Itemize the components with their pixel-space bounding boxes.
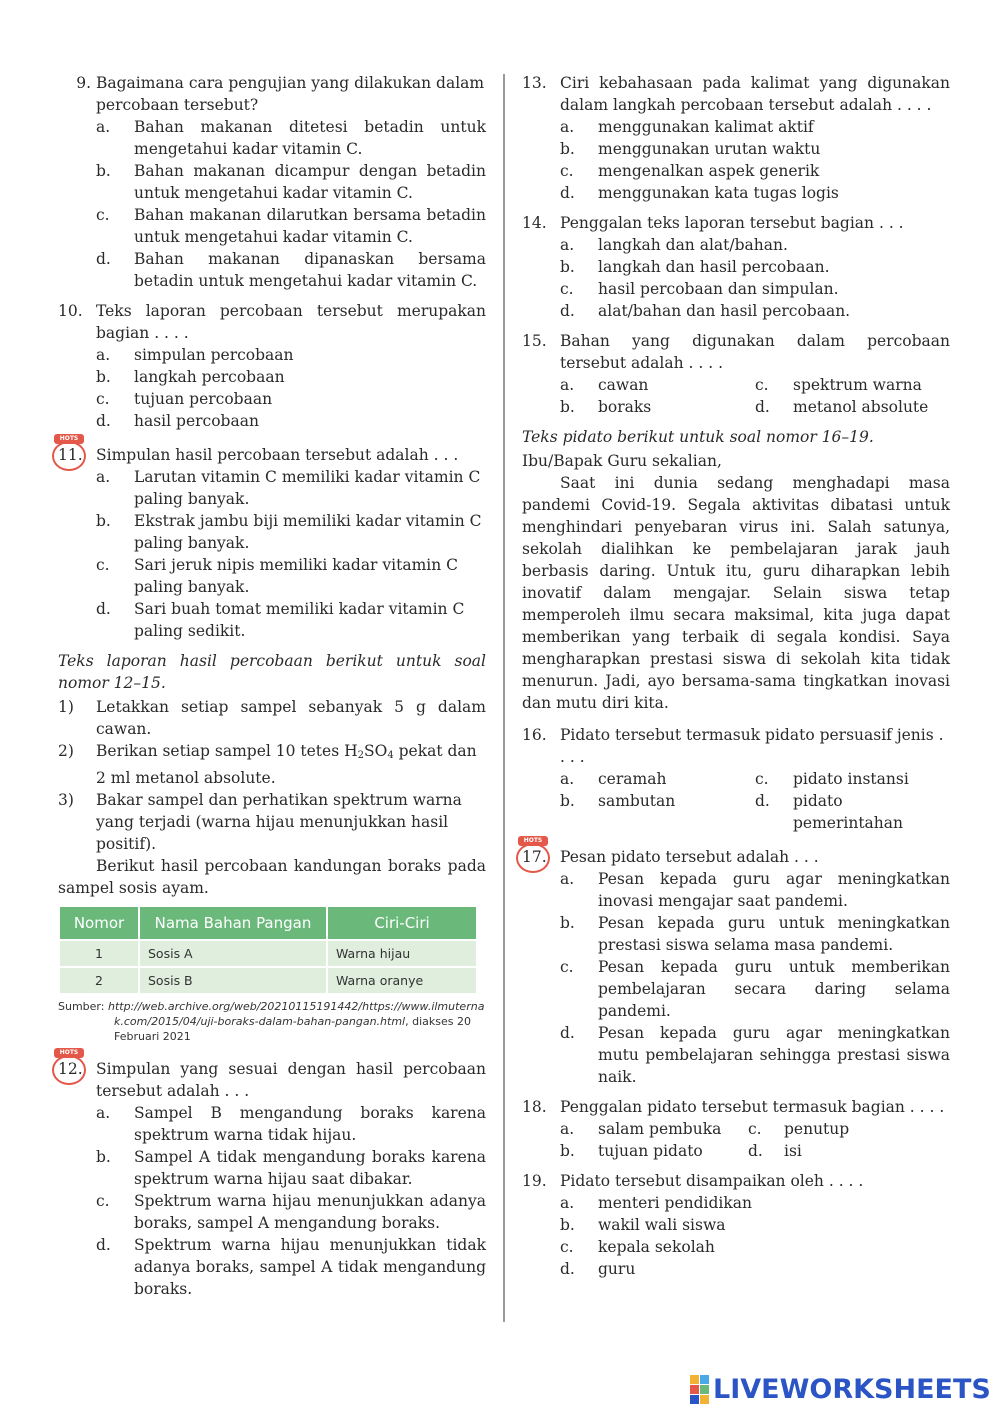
table-cell: Sosis B	[140, 968, 326, 993]
step-1: 1) Letakkan setiap sampel sebanyak 5 g dalam cawan.	[58, 698, 486, 738]
liveworksheets-logo-icon	[690, 1375, 709, 1404]
question-17	[522, 837, 950, 1088]
option-b[interactable]: b. wakil wali siswa	[560, 1216, 726, 1234]
hots-circle-icon	[52, 1055, 86, 1085]
option-d[interactable]: d. isi	[748, 1142, 802, 1160]
question-text: Penggalan teks laporan tersebut bagian . . .	[560, 214, 904, 232]
column-divider	[503, 74, 505, 1322]
option-d[interactable]: d. metanol absolute	[755, 398, 929, 416]
option-d[interactable]: d. pidato pemerintahan	[755, 792, 903, 832]
table-header-row	[60, 907, 476, 939]
left-column	[58, 72, 486, 1308]
option-b[interactable]: b. Sampel A tidak mengandung boraks karena spektrum warna hijau saat dibakar.	[96, 1148, 486, 1188]
option-a[interactable]: a. simpulan percobaan	[96, 346, 294, 364]
question-text: Penggalan pidato tersebut termasuk bagian . . . .	[560, 1098, 945, 1116]
result-paragraph: Berikut hasil percobaan kandungan boraks pada sampel sosis ayam.	[58, 857, 486, 897]
question-11	[58, 435, 486, 642]
question-number: 19.	[522, 1172, 547, 1190]
question-number: 12.	[58, 1060, 83, 1078]
option-b[interactable]: b. sambutan	[560, 792, 676, 810]
question-number: 17.	[522, 848, 547, 866]
option-c[interactable]: c. mengenalkan aspek generik	[560, 162, 820, 180]
question-text: Pidato tersebut termasuk pidato persuasif jenis . . . .	[560, 726, 944, 766]
question-18	[522, 1096, 950, 1162]
question-14	[522, 212, 950, 322]
logo-text: LIVEWORKSHEETS	[713, 1374, 991, 1405]
option-a[interactable]: a. menggunakan kalimat aktif	[560, 118, 814, 136]
table-row	[60, 968, 476, 993]
table-row	[60, 941, 476, 966]
option-d[interactable]: d. hasil percobaan	[96, 412, 259, 430]
question-19	[522, 1170, 950, 1280]
option-d[interactable]: d. Spektrum warna hijau menunjukkan tidak adanya boraks, sampel A tidak mengandung boraks.	[96, 1236, 486, 1298]
option-d[interactable]: d. Pesan kepada guru agar meningkatkan mutu pembelajaran sehingga prestasi siswa naik.	[560, 1024, 950, 1086]
option-c[interactable]: c. spektrum warna	[755, 376, 922, 394]
report-text	[58, 650, 486, 899]
option-b[interactable]: b. Ekstrak jambu biji memiliki kadar vitamin C paling banyak.	[96, 512, 482, 552]
option-c[interactable]: c. Sari jeruk nipis memiliki kadar vitamin C paling banyak.	[96, 556, 459, 596]
step-3: 3) Bakar sampel dan perhatikan spektrum warna yang terjadi (warna hijau menunjukkan hasil positif).	[58, 791, 462, 853]
option-a[interactable]: a. langkah dan alat/bahan.	[560, 236, 788, 254]
right-column	[522, 72, 950, 1288]
question-text: Simpulan hasil percobaan tersebut adalah . . .	[96, 446, 459, 464]
question-13	[522, 72, 950, 204]
option-a[interactable]: a. menteri pendidikan	[560, 1194, 753, 1212]
question-number: 9.	[76, 74, 91, 92]
option-a[interactable]: a. Bahan makanan ditetesi betadin untuk mengetahui kadar vitamin C.	[96, 118, 486, 158]
question-text: Bahan yang digunakan dalam percobaan tersebut adalah . . . .	[560, 332, 950, 372]
table-cell: 1	[60, 941, 138, 966]
option-c[interactable]: c. penutup	[748, 1120, 850, 1138]
question-16	[522, 724, 950, 834]
option-c[interactable]: c. hasil percobaan dan simpulan.	[560, 280, 839, 298]
option-b[interactable]: b. menggunakan urutan waktu	[560, 140, 821, 158]
option-b[interactable]: b. tujuan pidato	[560, 1142, 703, 1160]
option-d[interactable]: d. Bahan makanan dipanaskan bersama betadin untuk mengetahui kadar vitamin C.	[96, 250, 486, 290]
source-link[interactable]: http://web.archive.org/web/20210115191442/https://www.ilmuternak.com/2015/04/uji-boraks-dalam-bahan-pangan.html	[107, 1000, 485, 1028]
question-10	[58, 300, 486, 432]
speech-body: Saat ini dunia sedang menghadapi masa pandemi Covid-19. Segala aktivitas dibatasi untuk menghindari penyebaran virus ini. Salah satunya, sekolah dialihkan ke pembelajaran jarak jauh berbasis daring. Untuk itu, guru diharapkan lebih inovatif dalam mengajar. Selain siswa tetap memperoleh ilmu secara maksimal, kita juga dapat memberikan yang terbaik di segala kondisi. Saya mengharapkan prestasi siswa di sekolah kita tidak menurun. Jadi, ayo bersama-sama tingkatkan inovasi dan mutu diri kita.	[522, 474, 950, 712]
question-text: Simpulan yang sesuai dengan hasil percobaan tersebut adalah . . .	[96, 1060, 486, 1100]
option-d[interactable]: d. Sari buah tomat memiliki kadar vitamin C paling sedikit.	[96, 600, 465, 640]
question-number: 14.	[522, 214, 547, 232]
option-a[interactable]: a. Larutan vitamin C memiliki kadar vitamin C paling banyak.	[96, 468, 481, 508]
report-intro: Teks laporan hasil percobaan berikut untuk soal nomor 12–15.	[58, 652, 486, 692]
question-text: Pidato tersebut disampaikan oleh . . . .	[560, 1172, 864, 1190]
option-d[interactable]: d. alat/bahan dan hasil percobaan.	[560, 302, 851, 320]
speech-text	[522, 426, 950, 714]
option-c[interactable]: c. Pesan kepada guru untuk memberikan pembelajaran secara daring selama pandemi.	[560, 958, 950, 1020]
question-number: 16.	[522, 726, 547, 744]
option-b[interactable]: b. boraks	[560, 398, 652, 416]
question-9	[58, 72, 486, 292]
option-c[interactable]: c. Spektrum warna hijau menunjukkan adanya boraks, sampel A mengandung boraks.	[96, 1192, 486, 1232]
question-12	[58, 1049, 486, 1300]
option-a[interactable]: a. Sampel B mengandung boraks karena spektrum warna tidak hijau.	[96, 1104, 486, 1144]
option-a[interactable]: a. Pesan kepada guru agar meningkatkan inovasi mengajar saat pandemi.	[560, 870, 950, 910]
hots-circle-icon	[516, 843, 550, 873]
question-text: Ciri kebahasaan pada kalimat yang digunakan dalam langkah percobaan tersebut adalah . . . .	[560, 74, 950, 114]
option-c[interactable]: c. kepala sekolah	[560, 1238, 715, 1256]
option-c[interactable]: c. Bahan makanan dilarutkan bersama betadin untuk mengetahui kadar vitamin C.	[96, 206, 486, 246]
option-d[interactable]: d. guru	[560, 1260, 636, 1278]
borax-result-table	[58, 905, 478, 995]
question-number: 11.	[58, 446, 83, 464]
hots-circle-icon	[52, 441, 86, 471]
option-a[interactable]: a. cawan	[560, 376, 649, 394]
liveworksheets-logo	[690, 1374, 991, 1405]
question-text: Teks laporan percobaan tersebut merupakan bagian . . . .	[96, 302, 486, 342]
speech-greeting: Ibu/Bapak Guru sekalian,	[522, 452, 722, 470]
speech-intro: Teks pidato berikut untuk soal nomor 16–19.	[522, 428, 874, 446]
option-b[interactable]: b. Bahan makanan dicampur dengan betadin untuk mengetahui kadar vitamin C.	[96, 162, 486, 202]
question-number: 15.	[522, 332, 547, 350]
option-c[interactable]: c. pidato instansi	[755, 770, 909, 788]
question-number: 10.	[58, 302, 83, 320]
question-text: Pesan pidato tersebut adalah . . .	[560, 848, 819, 866]
step-2: 2) Berikan setiap sampel 10 tetes $H_2SO_4$ pekat dan 2 ml metanol absolute.	[58, 742, 477, 787]
question-15	[522, 330, 950, 418]
option-c[interactable]: c. tujuan percobaan	[96, 390, 273, 408]
option-b[interactable]: b. langkah dan hasil percobaan.	[560, 258, 830, 276]
option-b[interactable]: b. langkah percobaan	[96, 368, 285, 386]
table-cell: 2	[60, 968, 138, 993]
hots-badge: HOTS	[518, 836, 548, 846]
question-number: 13.	[522, 74, 547, 92]
option-d[interactable]: d. menggunakan kata tugas logis	[560, 184, 839, 202]
column-header: Nama Bahan Pangan	[140, 907, 326, 939]
source-citation: Sumber: http://web.archive.org/web/20210115191442/https://www.ilmuternak.com/2015/04/uji-boraks-dalam-bahan-pangan.html, diakses 20 Februari 2021	[58, 1000, 485, 1043]
question-text: Bagaimana cara pengujian yang dilakukan dalam percobaan tersebut?	[96, 74, 485, 114]
question-number: 18.	[522, 1098, 547, 1116]
hots-badge: HOTS	[54, 1048, 84, 1058]
table-cell: Sosis A	[140, 941, 326, 966]
column-header: Nomor	[60, 907, 138, 939]
option-a[interactable]: a. ceramah	[560, 770, 667, 788]
option-b[interactable]: b. Pesan kepada guru untuk meningkatkan prestasi siswa selama masa pandemi.	[560, 914, 950, 954]
column-header: Ciri-Ciri	[328, 907, 476, 939]
hots-badge: HOTS	[54, 434, 84, 444]
table-cell: Warna oranye	[328, 968, 476, 993]
table-cell: Warna hijau	[328, 941, 476, 966]
option-a[interactable]: a. salam pembuka	[560, 1120, 722, 1138]
